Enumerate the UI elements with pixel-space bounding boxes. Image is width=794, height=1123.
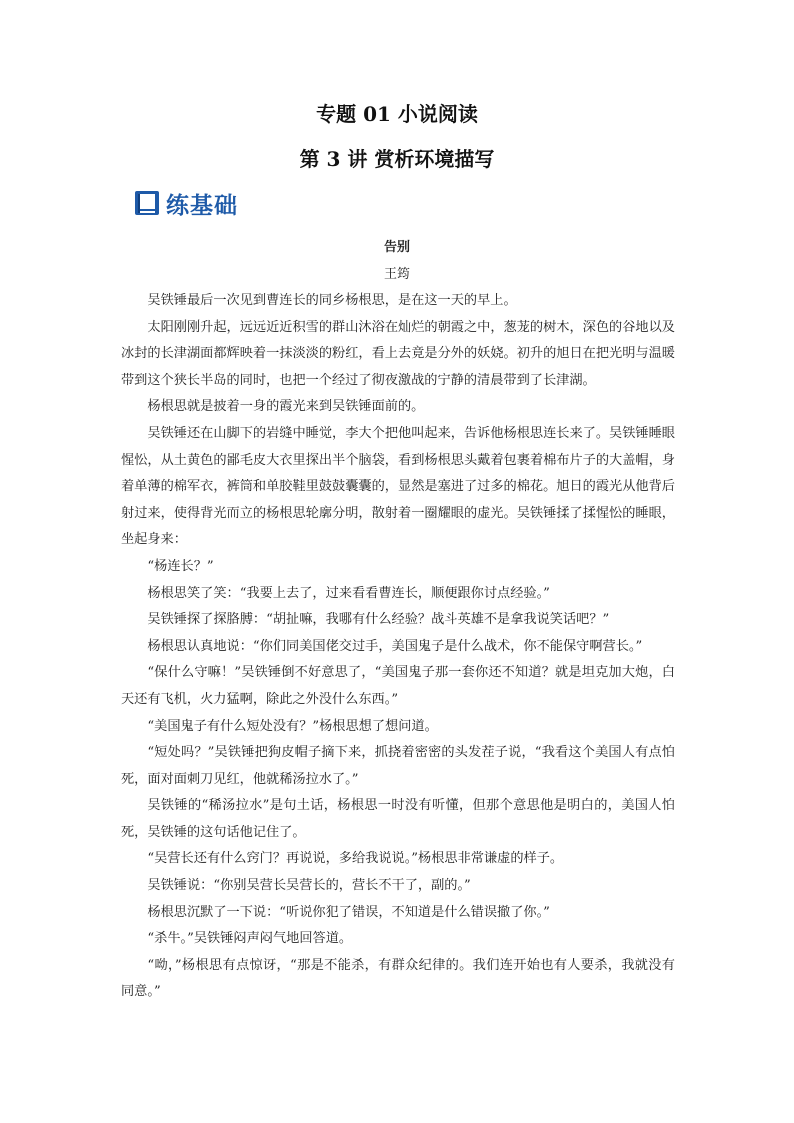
story-title: 告别	[383, 240, 410, 255]
paragraph: 杨根思沉默了一下说：“听说你犯了错误，不知道是什么错误撤了你。”	[147, 904, 550, 920]
paragraph: “美国鬼子有什么短处没有？”杨根思想了想问道。	[147, 718, 438, 734]
paragraph: “吴营长还有什么窍门？再说说，多给我说说。”杨根思非常谦虚的样子。	[147, 851, 564, 867]
paragraph: “呦，”杨根思有点惊讶，“那是不能杀，有群众纪律的。我们连开始也有人要杀，我就没有同意。”	[121, 957, 675, 1000]
book-icon	[134, 190, 160, 216]
paragraph: “杀牛。”吴铁锤闷声闷气地回答道。	[147, 931, 353, 947]
section-banner	[134, 186, 238, 220]
paragraph: 吴铁锤还在山脚下的岩缝中睡觉，李大个把他叫起来，告诉他杨根思连长来了。吴铁锤睡眼惺忪，从土黄色的鄙毛皮大衣里探出半个脑袋，看到杨根思头戴着包裹着棉布片子的大盖帽，身着单薄的棉军衣，裤筒和单胶鞋里鼓鼓囊囊的，显然是塞进了过多的棉花。旭日的霞光从他背后射过来，使得背光而立的杨根思轮廓分明，散射着一圈耀眼的虚光。吴铁锤揉了揉惺忪的睡眼，坐起身来：	[121, 425, 675, 548]
paragraph: 吴铁锤最后一次见到曹连长的同乡杨根思，是在这一天的早上。	[147, 293, 517, 308]
paragraph: “保什么守嘛！”吴铁锤倒不好意思了，“美国鬼子那一套你还不知道？就是坦克加大炮，白天还有飞机，火力猛啊，除此之外没什么东西。”	[121, 665, 675, 707]
section-label: 练基础	[166, 192, 238, 219]
paragraph: “杨连长？”	[147, 558, 214, 574]
paragraph: 杨根思认真地说：“你们同美国佬交过手，美国鬼子是什么战术，你不能保守啊营长。”	[147, 638, 643, 654]
paragraph: 杨根思就是披着一身的霞光来到吴铁锤面前的。	[147, 399, 425, 415]
lesson-title: 第 3 讲 赏析环境描写	[299, 147, 495, 171]
paragraph: “短处吗？”吴铁锤把狗皮帽子摘下来，抓挠着密密的头发茬子说，“我看这个美国人有点怕死，面对面刺刀见红，他就稀汤拉水了。”	[121, 745, 675, 787]
story-body	[121, 288, 675, 1006]
paragraph: 杨根思笑了笑：“我要上去了，过来看看曹连长，顺便跟你讨点经验。”	[147, 585, 550, 601]
topic-title: 专题 01 小说阅读	[316, 102, 478, 126]
paragraph: 太阳刚刚升起，远远近近积雪的群山沐浴在灿烂的朝霞之中，葱茏的树木，深色的谷地以及冰封的长津湖面都辉映着一抹淡淡的粉红，看上去竟是分外的妖娆。初升的旭日在把光明与温暖带到这个狭长半岛的同时，也把一个经过了彻夜激战的宁静的清晨带到了长津湖。	[121, 319, 675, 388]
paragraph: 吴铁锤说：“你别吴营长吴营长的，营长不干了，副的。”	[147, 878, 471, 894]
paragraph: 吴铁锤的“稀汤拉水”是句土话，杨根思一时没有听懂，但那个意思他是明白的，美国人怕死，吴铁锤的这句话他记住了。	[121, 798, 675, 840]
paragraph: 吴铁锤探了探胳膊：“胡扯嘛，我哪有什么经验？战斗英雄不是拿我说笑话吧？”	[147, 612, 610, 628]
story-author: 王筠	[383, 267, 410, 282]
